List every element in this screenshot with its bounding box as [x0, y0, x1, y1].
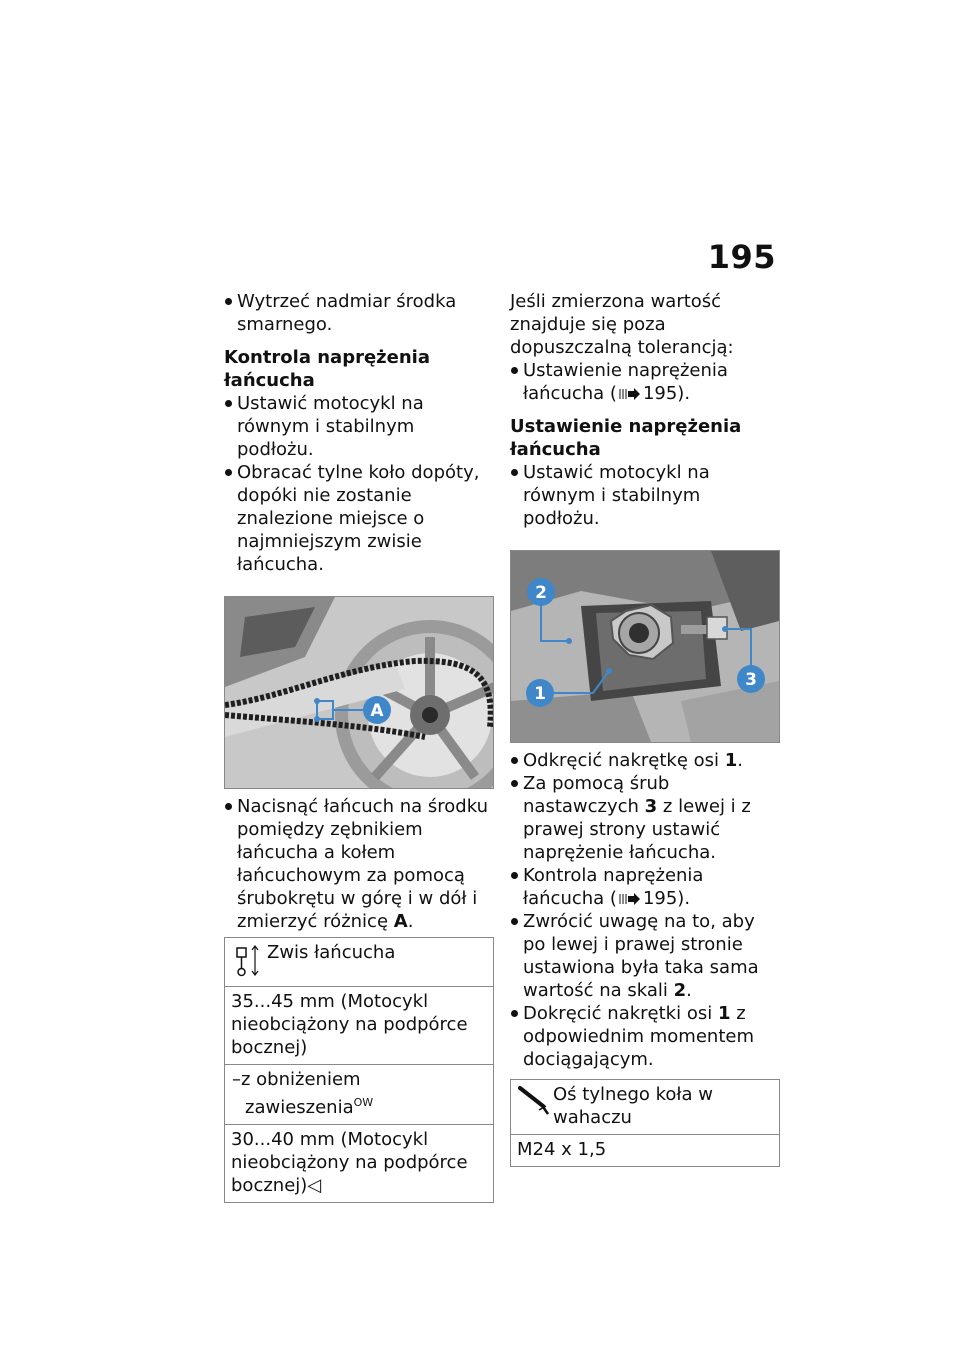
torque-wrench-icon: [517, 1084, 551, 1116]
spec-header: [225, 938, 493, 987]
list-item: Nacisnąć łańcuch na środku pomiędzy zębnikiem łańcucha a kołem łańcuchowym za pomocą śrubokrętu w górę i w dół i zmierzyć różnicę A.: [224, 795, 494, 933]
list-item: Ustawić motocykl na równym i stabilnym podłożu.: [510, 461, 780, 530]
chain-sag-spec-table: [224, 937, 494, 1203]
list-item: Ustawić motocykl na równym i stabilnym podłożu.: [224, 392, 494, 461]
list-item: Ustawienie naprężenia łańcucha ( 195).: [510, 359, 780, 405]
axle-figure: [510, 550, 780, 743]
spec-value: 35...45 mm (Motocykl nieobciążony na podpórce bocznej): [225, 987, 493, 1065]
page-reference[interactable]: 195: [642, 888, 678, 909]
page-reference-arrow-icon: [619, 893, 641, 905]
paragraph: Jeśli zmierzona wartość znajduje się poza dopuszczalną tolerancją:: [510, 291, 734, 358]
spec-variant: –z obniżeniem zawieszenia$^{OW}$: [225, 1065, 493, 1125]
spec-value: 30...40 mm (Motocykl nieobciążony na podpórce bocznej)◁: [231, 1129, 468, 1196]
spec-header: [511, 1080, 779, 1135]
figure-label-3: 3: [745, 670, 757, 690]
right-column: [510, 290, 780, 1167]
figure-label-1: 1: [534, 684, 546, 704]
section-heading: Ustawienie naprężenia łańcucha: [510, 416, 742, 460]
axle-torque-spec-table: [510, 1079, 780, 1167]
page-reference[interactable]: 195: [642, 383, 678, 404]
figure-label-2: 2: [535, 583, 547, 603]
list-item: Kontrola naprężenia łańcucha ( 195).: [510, 864, 780, 910]
list-item: Dokręcić nakrętki osi 1 z odpowiednim momentem dociągającym.: [510, 1002, 780, 1071]
end-mark: ◁: [307, 1175, 322, 1196]
section-heading: Kontrola naprężenia łańcucha: [224, 347, 430, 391]
figure-label-a: A: [370, 701, 384, 721]
spec-title: Zwis łańcucha: [267, 942, 396, 963]
spec-value: M24 x 1,5: [517, 1139, 607, 1160]
spec-title: Oś tylnego koła w wahaczu: [553, 1084, 714, 1128]
list-item: Wytrzeć nadmiar środka smarnego.: [224, 290, 494, 336]
page-number: 195: [707, 238, 776, 276]
list-item: Obracać tylne koło dopóty, dopóki nie zostanie znalezione miejsce o najmniejszym zwisie łańcucha.: [224, 461, 494, 576]
chain-sag-icon: [235, 944, 261, 978]
chain-figure: [224, 596, 494, 789]
list-item: Za pomocą śrub nastawczych 3 z lewej i z prawej strony ustawić naprężenie łańcucha.: [510, 772, 780, 864]
page-reference-arrow-icon: [619, 388, 641, 400]
list-item: Odkręcić nakrętkę osi 1.: [510, 749, 780, 772]
left-column: [224, 290, 494, 1203]
list-item: Zwrócić uwagę na to, aby po lewej i prawej stronie ustawiona była taka sama wartość na skali 2.: [510, 910, 780, 1002]
